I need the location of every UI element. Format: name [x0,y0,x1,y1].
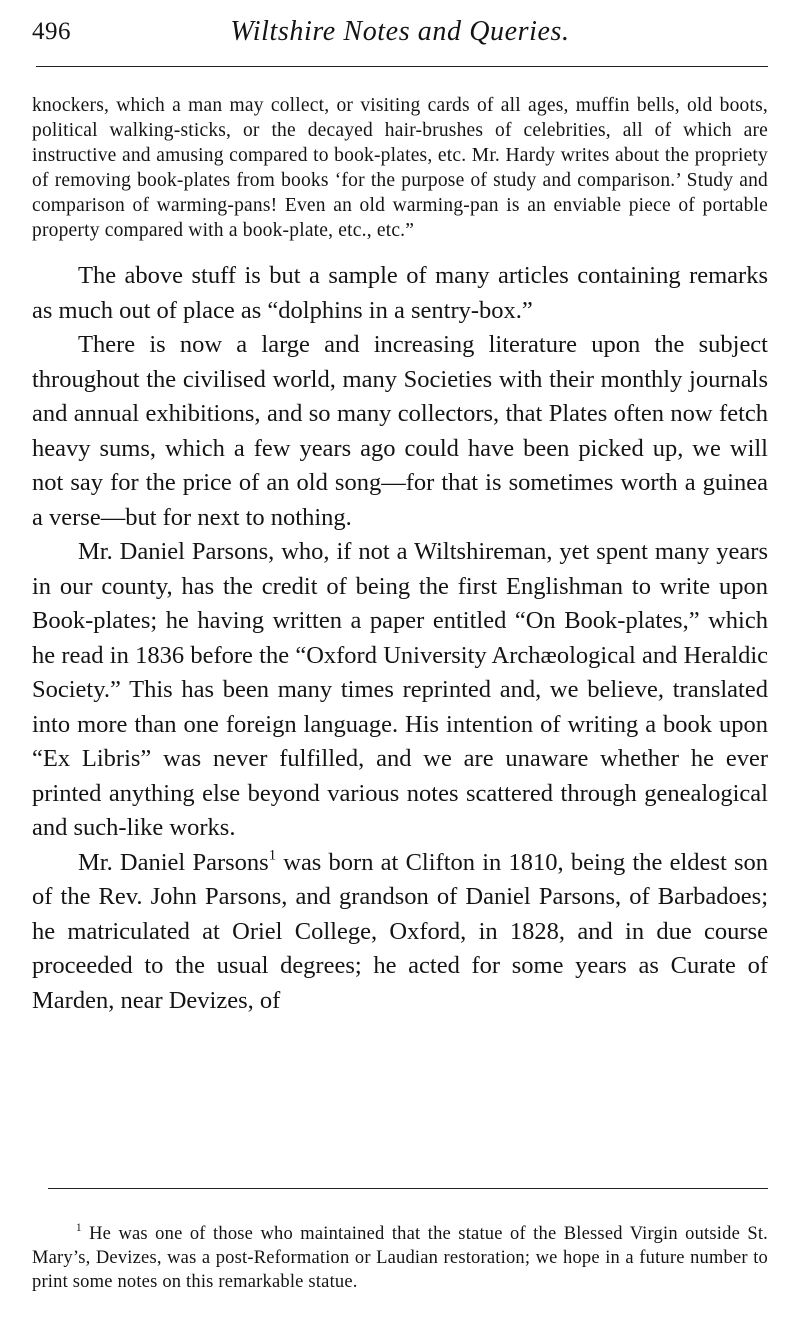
paragraph: The above stuff is but a sample of many articles containing remarks as much out of place as “dolphins in a sentry-box.” [32,262,768,324]
paragraph: There is now a large and increasing literature upon the subject throughout the civilised world, many Societies with their monthly journals and annual exhibitions, and so many collectors, that Plates often now fetch heavy sums, which a few years ago could have been picked up, we will not say for the price of an old song—for that is sometimes worth a guinea a verse—but for next to nothing. [32,331,768,531]
paragraph-rest: was born at Clifton in 1810, being the eldest son of the Rev. John Parsons, and grandson of Daniel Parsons, of Barbadoes; he matriculated at Oriel College, Oxford, in 1828, and in due course proceeded to the usual degrees; he acted for some years as Curate of Marden, near Devizes, of [32,848,769,1014]
running-title: Wiltshire Notes and Queries. [230,16,570,47]
footnote-rule [48,1188,768,1189]
paragraph: Mr. Daniel Parsons, who, if not a Wiltshireman, yet spent many years in our county, has the credit of being the first Englishman to write upon Book-plates; he having written a paper entitled “On Book-plates,” which he read in 1836 before the “Oxford University Archæological and Heraldic Society.” This has been many times reprinted and, we believe, translated into more than one foreign language. His intention of writing a book upon “Ex Libris” was never fulfilled, and we are unaware whether he ever printed anything else beyond various notes scattered through genealogical and such-like works. [32,538,768,841]
header-rule [36,66,768,67]
footnote [32,1222,768,1294]
footnote-reference[interactable]: 1 [268,847,277,864]
page-header [32,14,768,54]
footnote-marker: 1 [76,1222,82,1235]
body-text [32,259,768,1018]
page-number: 496 [32,18,71,45]
footnote-text: He was one of those who maintained that the statue of the Blessed Virgin outside St. Mary’s, Devizes, was a post-Reformation or Laudian restoration; we hope in a future number to print some notes on this remarkable statue. [32,1224,768,1292]
paragraph-with-footnote-ref [32,846,768,1019]
quoted-passage: knockers, which a man may collect, or visiting cards of all ages, muffin bells, old boots, political walking-sticks, or the decayed hair-brushes of celebrities, all of which are instructive and amusing compared to book-plates, etc. Mr. Hardy writes about the propriety of removing book-plates from books ‘for the purpose of study and comparison.’ Study and comparison of warming-pans! Even an old warming-pan is an enviable piece of portable property compared with a book-plate, etc., etc.” [32,95,768,241]
book-page [32,14,768,1334]
paragraph-start: Mr. Daniel Parsons [78,848,269,876]
